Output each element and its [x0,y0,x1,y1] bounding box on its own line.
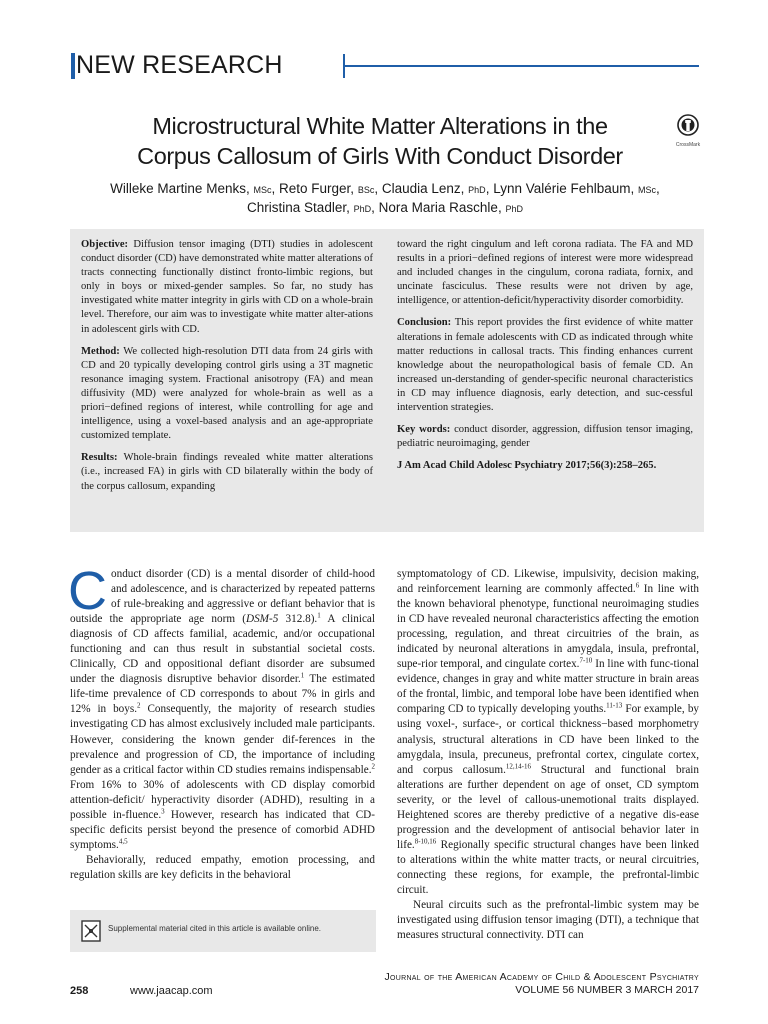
article-title [60,111,700,171]
section-label: NEW RESEARCH [76,51,283,79]
author-degree: BSc [357,185,375,195]
body-paragraph: Behaviorally, reduced empathy, emotion processing, and regulation skills are key deficits in the behavioral [70,853,375,881]
author-name: Claudia Lenz [381,181,461,196]
abstract-conclusion: Conclusion: This report provides the first evidence of white matter alterations in female adolescents with CD as indicated through white matter reductions in callosal tracts. This finding enhances current knowledge about the neuropathological basis of female CD. An increased un-derstanding of gender-specific neuronal characteristics in CD may influence diagnosis, early detection, and suc-cessful intervention strategies. [397,317,693,414]
author-line: Willeke Martine Menks, MSc, Reto Furger, BSc, Claudia Lenz, PhD, Lynn Valérie Fehlbaum, MSc, [110,181,660,196]
abstract-results-continued: toward the right cingulum and left corona radiata. The FA and MD results in a priori−defined regions of interest were more widespread and included changes in the cingulum, corona radiata, fornix, and uncinate fasciculus. These results were not driven by age, intelligence, or attention-deficit/hyperactivity disorder comorbidity. [397,239,693,307]
author-list [70,180,700,218]
author-degree: MSc [638,185,657,195]
body-column-left [68,561,376,883]
author-degree: MSc [253,185,272,195]
author-line: Christina Stadler, PhD, Nora Maria Raschle, PhD [247,200,523,215]
page-number: 258 [70,985,89,997]
author-name: Willeke Martine Menks [110,181,246,196]
crossmark-badge[interactable] [673,114,703,148]
body-paragraph: symptomatology of CD. Likewise, impulsivity, decision making, and reinforcement learning are commonly affected.$^6$ In line with the known behavioral phenotype, functional neuroimaging studies in CD have revealed neuronal characteristics affecting the emotion processing, regulation, and threat circuitries of the brain, as indicated by neuronal alterations in amygdala, insula, prefrontal, supe-rior temporal, and cingulate cortex.$^{7-10}$ In line with func-tional evidence, changes in gray and white matter structure in brain areas of the frontal, limbic, and temporal lobe have been identified when comparing CD to typically developing youths.$^{11-13}$ For example, by using voxel-, surface-, or cortical thickness−based morphometry analysis, structural alterations in CD have been linked to the amygdala, insula, precuneus, prefrontal cortex, cingulate cortex, and corpus callosum.$^{12,14-16}$ Structural and functional brain alterations are further dependent on age of onset, CD symptom severity, or the level of callous-unemotional traits displayed. Heightened scores are thereby predictive of a negative dis-ease progression and the development of antisocial behavior later in life.$^{8-10,16}$ Regionally specific structural changes have been linked to alterations within the white matter tracts, or neural circuitries, connecting these regions, for example, the prefrontal-limbic circuit. [397,568,700,896]
issue-info: VOLUME 56 NUMBER 3 MARCH 2017 [515,984,699,996]
abstract-box [70,229,704,532]
drop-cap: C [68,561,107,621]
author-name: Nora Maria Raschle [378,200,498,215]
journal-name: Journal of the American Academy of Child & Adolescent Psychiatry [384,971,699,983]
journal-website-link[interactable]: www.jaacap.com [130,985,213,997]
author-name: Lynn Valérie Fehlbaum [493,181,631,196]
abstract-column-left [81,238,373,502]
title-line: Corpus Callosum of Girls With Conduct Disorder [137,143,623,169]
author-name: Reto Furger [279,181,351,196]
author-name: Christina Stadler [247,200,347,215]
abstract-keywords: Key words: conduct disorder, aggression, diffusion tensor imaging, pediatric neuroimaging, gender [397,424,693,450]
journal-citation: J Am Acad Child Adolesc Psychiatry 2017;56(3):258–265. [397,460,657,472]
supplemental-notice[interactable] [70,910,376,952]
author-degree: PhD [505,204,523,214]
abstract-method: Method: We collected high-resolution DTI data from 24 girls with CD and 20 typically developing control girls using a 3T magnetic resonance imaging system. Fractional anisotropy (FA) and mean diffusivity (MD) were analyzed for whole-brain as well as a priori−defined regions of interest, while controlling for age and intelligence, using a voxel-based analysis and an age-appropriate customized template. [81,345,373,442]
supplemental-text: Supplemental material cited in this article is available online. [108,924,321,933]
footer-journal-info [384,971,699,997]
abstract-results: Results: Whole-brain findings revealed white matter alterations (i.e., increased FA) in girls with CD bilaterally within the body of the corpus callosum, expanding [81,452,373,492]
author-degree: PhD [353,204,372,214]
abstract-column-right [397,238,693,481]
supplemental-material-icon [81,920,101,942]
crossmark-icon [677,114,699,136]
author-degree: PhD [468,185,486,195]
body-paragraph: Neural circuits such as the prefrontal-limbic system may be investigated using diffusion tensor imaging (DTI), a technique that measures structural connectivity. DTI can [397,899,699,942]
abstract-objective: Objective: Diffusion tensor imaging (DTI) studies in adolescent conduct disorder (CD) have demonstrated white matter alterations of tracts connecting functionally distinct fronto-limbic regions, but only in boys or mixed-gender samples. So far, no study has investigated white matter integrity in girls with CD on a whole-brain level. Therefore, our aim was to investigate white matter alter-ations in adolescent girls with CD. [81,239,373,335]
header-accent-bar [71,53,75,79]
body-column-right [397,567,699,943]
body-paragraph: Conduct disorder (CD) is a mental disorder of child-hood and adolescence, and is characterized by repeated patterns of rule-breaking and aggressive or defiant behavior that is outside the appropriate age norm (DSM-5 312.8).$^1$ A clinical diagnosis of CD affects familial, academic, and/or occupational functioning and can thus result in substantial societal costs. Clinically, CD and oppositional defiant disorder are subsumed under the diagnosis disruptive behavior disorder.$^1$ The estimated life-time prevalence of CD corresponds to about 7% in girls and 12% in boys.$^2$ Consequently, the majority of research studies investigating CD has almost exclusively included male participants. However, considering the known gender dif-ferences in the prevalence and progression of CD, the importance of including gender as a critical factor within CD studies remains indispensable.$^2$ From 16% to 30% of adolescents with CD display comorbid attention-deficit/ hyperactivity disorder (ADHD), resulting in a possible in-fluence.$^3$ However, research has indicated that CD-specific deficits persist beyond the presence of comorbid ADHD symptoms.$^{4,5}$ [68,561,376,851]
section-header [71,51,699,81]
crossmark-label: CrossMark [675,142,701,148]
title-line: Microstructural White Matter Alterations in the [152,113,608,139]
header-rule [345,65,699,67]
